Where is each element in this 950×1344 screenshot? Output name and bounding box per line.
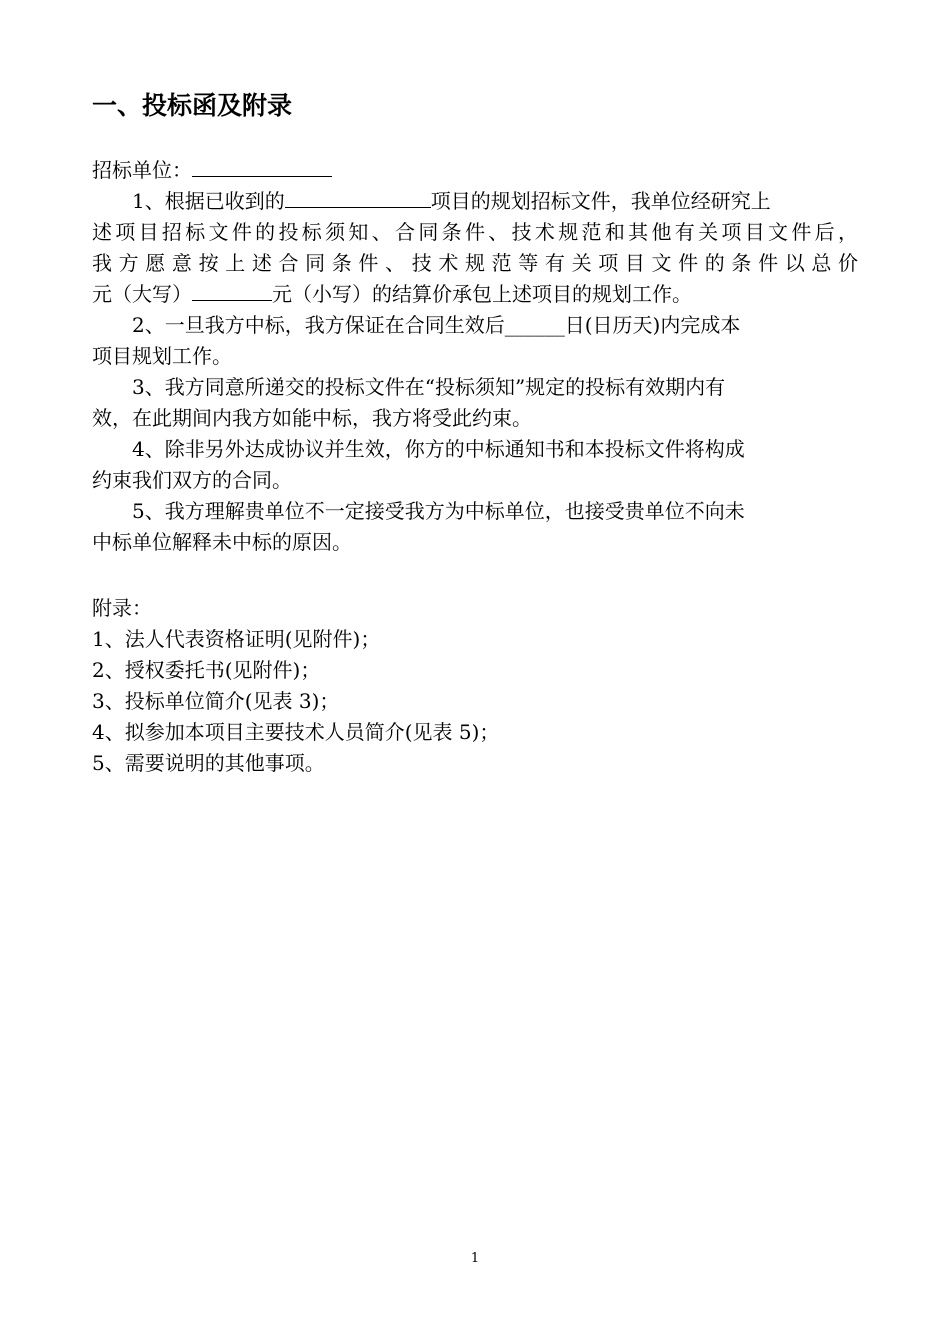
paragraph-1-line-1: [92, 186, 858, 217]
document-title: 一、投标函及附录: [92, 91, 293, 120]
appendix-item: 5、需要说明的其他事项。: [92, 751, 325, 775]
paragraph-1-text: 元（大写）: [92, 282, 192, 306]
paragraph-1-text: 1、根据已收到的: [132, 189, 285, 213]
appendix-item: 2、授权委托书(见附件)；: [92, 658, 321, 682]
page-number: 1: [470, 1251, 480, 1266]
paragraph-4-line-2: 约束我们双方的合同。: [92, 468, 292, 492]
paragraph-5-line-1: 5、我方理解贵单位不一定接受我方为中标单位，也接受贵单位不向未: [132, 499, 745, 523]
appendix-item: 3、投标单位简介(见表 3)；: [92, 689, 340, 713]
paragraph-2-text: 2、一旦我方中标，我方保证在合同生效后: [132, 313, 505, 337]
recipient-label: 招标单位：: [92, 158, 192, 182]
paragraph-4-line-1: 4、除非另外达成协议并生效，你方的中标通知书和本投标文件将构成: [132, 437, 745, 461]
recipient-line: [92, 155, 858, 186]
price-blank: [192, 280, 272, 301]
paragraph-1-line-2: 述项目招标文件的投标须知、合同条件、技术规范和其他有关项目文件后，: [92, 220, 858, 244]
days-blank: ______: [504, 313, 565, 337]
appendix-item: 4、拟参加本项目主要技术人员简介(见表 5)；: [92, 720, 500, 744]
paragraph-1-line-4: [92, 279, 858, 310]
paragraph-3-line-2: 效，在此期间内我方如能中标，我方将受此约束。: [92, 406, 532, 430]
paragraph-5-line-2: 中标单位解释未中标的原因。: [92, 530, 352, 554]
paragraph-1-text: 项目的规划招标文件，我单位经研究上: [430, 189, 771, 213]
recipient-blank: [192, 156, 332, 177]
project-name-blank: [285, 187, 431, 208]
paragraph-1-text: 元（小写）的结算价承包上述项目的规划工作。: [272, 282, 692, 306]
paragraph-2-text: 日(日历天)内完成本: [564, 313, 741, 337]
paragraph-2-line-1: [92, 310, 858, 341]
appendix-item: 1、法人代表资格证明(见附件)；: [92, 627, 381, 651]
appendix-heading: 附录：: [92, 596, 152, 620]
paragraph-2-line-2: 项目规划工作。: [92, 344, 232, 368]
letter-body: [92, 155, 858, 558]
paragraph-3-line-1: 3、我方同意所递交的投标文件在“投标须知”规定的投标有效期内有: [132, 375, 726, 399]
appendix-section: [92, 593, 858, 779]
paragraph-1-line-3: 我方愿意按上述合同条件、技术规范等有关项目文件的条件以总价: [92, 251, 858, 275]
